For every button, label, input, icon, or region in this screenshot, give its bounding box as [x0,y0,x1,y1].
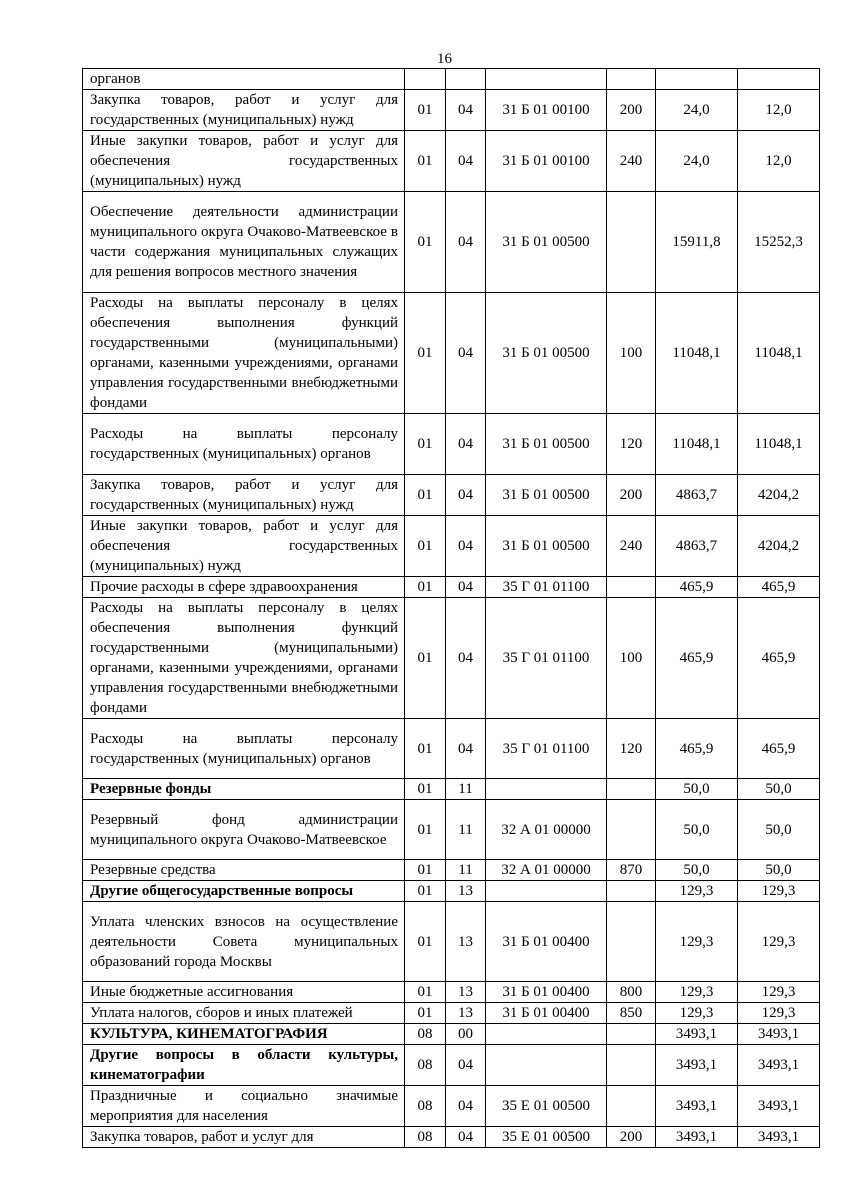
amount-first-cell: 4863,7 [656,516,738,577]
row-name-cell: Праздничные и социально значимые мероприятия для населения [83,1086,405,1127]
expense-type-cell: 200 [607,90,656,131]
amount-second-cell: 15252,3 [738,192,820,293]
table-body [83,69,820,1148]
table-row [83,192,820,293]
target-article-cell [486,1024,607,1045]
target-article-cell: 31 Б 01 00500 [486,414,607,475]
table-row [83,800,820,860]
subsection-code-cell: 04 [446,1086,486,1127]
row-name-cell: Расходы на выплаты персоналу государственных (муниципальных) органов [83,719,405,779]
subsection-code-cell: 11 [446,800,486,860]
amount-second-cell: 50,0 [738,779,820,800]
section-code-cell: 01 [405,982,446,1003]
table-row [83,719,820,779]
table-row [83,1086,820,1127]
expense-type-cell [607,779,656,800]
amount-first-cell: 465,9 [656,719,738,779]
table-row [83,1024,820,1045]
amount-second-cell: 4204,2 [738,475,820,516]
section-code-cell [405,69,446,90]
section-code-cell: 08 [405,1086,446,1127]
target-article-cell: 31 Б 01 00500 [486,293,607,414]
row-name-cell: Иные закупки товаров, работ и услуг для обеспечения государственных (муниципальных) нужд [83,131,405,192]
expense-type-cell: 240 [607,131,656,192]
target-article-cell: 35 Е 01 00500 [486,1086,607,1127]
subsection-code-cell: 13 [446,1003,486,1024]
section-code-cell: 01 [405,860,446,881]
subsection-code-cell: 04 [446,293,486,414]
amount-first-cell: 11048,1 [656,414,738,475]
section-code-cell: 08 [405,1024,446,1045]
section-code-cell: 01 [405,192,446,293]
amount-first-cell: 129,3 [656,881,738,902]
row-name-cell: Прочие расходы в сфере здравоохранения [83,577,405,598]
subsection-code-cell: 13 [446,982,486,1003]
expense-type-cell [607,192,656,293]
table-row [83,475,820,516]
amount-second-cell: 12,0 [738,131,820,192]
table-row [83,598,820,719]
table-row [83,1045,820,1086]
target-article-cell: 31 Б 01 00100 [486,131,607,192]
target-article-cell: 35 Г 01 01100 [486,598,607,719]
amount-second-cell: 465,9 [738,577,820,598]
subsection-code-cell: 11 [446,779,486,800]
section-code-cell: 01 [405,90,446,131]
expense-type-cell [607,1045,656,1086]
table-row [83,860,820,881]
table-row [83,1127,820,1148]
target-article-cell: 31 Б 01 00500 [486,516,607,577]
subsection-code-cell: 04 [446,598,486,719]
row-name-cell: Иные закупки товаров, работ и услуг для обеспечения государственных (муниципальных) нужд [83,516,405,577]
target-article-cell [486,69,607,90]
amount-second-cell: 465,9 [738,719,820,779]
amount-first-cell: 129,3 [656,982,738,1003]
target-article-cell: 31 Б 01 00500 [486,475,607,516]
section-code-cell: 01 [405,779,446,800]
row-name-cell: Обеспечение деятельности администрации муниципального округа Очаково-Матвеевское в части содержания муниципальных служащих для решения вопросов местного значения [83,192,405,293]
budget-table [82,68,820,1148]
section-code-cell: 01 [405,800,446,860]
row-name-cell: Закупка товаров, работ и услуг для [83,1127,405,1148]
section-code-cell: 01 [405,1003,446,1024]
table-row [83,90,820,131]
table-row [83,982,820,1003]
amount-first-cell: 465,9 [656,598,738,719]
amount-second-cell: 12,0 [738,90,820,131]
table-row [83,131,820,192]
amount-first-cell: 129,3 [656,1003,738,1024]
amount-second-cell: 50,0 [738,800,820,860]
row-name-cell: Уплата членских взносов на осуществление деятельности Совета муниципальных образований города Москвы [83,902,405,982]
amount-first-cell: 3493,1 [656,1024,738,1045]
expense-type-cell: 200 [607,475,656,516]
table-row [83,577,820,598]
table-row [83,414,820,475]
subsection-code-cell: 00 [446,1024,486,1045]
target-article-cell: 31 Б 01 00500 [486,192,607,293]
amount-first-cell: 15911,8 [656,192,738,293]
amount-second-cell: 4204,2 [738,516,820,577]
target-article-cell: 35 Г 01 01100 [486,719,607,779]
target-article-cell: 31 Б 01 00100 [486,90,607,131]
amount-first-cell: 50,0 [656,860,738,881]
amount-first-cell [656,69,738,90]
subsection-code-cell: 13 [446,902,486,982]
row-name-cell: Закупка товаров, работ и услуг для государственных (муниципальных) нужд [83,475,405,516]
expense-type-cell [607,1086,656,1127]
table-row [83,779,820,800]
target-article-cell [486,779,607,800]
page-number: 16 [437,51,452,67]
subsection-code-cell: 11 [446,860,486,881]
row-name-cell: КУЛЬТУРА, КИНЕМАТОГРАФИЯ [83,1024,405,1045]
subsection-code-cell: 04 [446,1045,486,1086]
section-code-cell: 01 [405,414,446,475]
amount-first-cell: 3493,1 [656,1127,738,1148]
amount-second-cell: 129,3 [738,1003,820,1024]
section-code-cell: 08 [405,1127,446,1148]
section-code-cell: 01 [405,516,446,577]
amount-second-cell: 3493,1 [738,1086,820,1127]
section-code-cell: 01 [405,577,446,598]
amount-second-cell: 3493,1 [738,1045,820,1086]
amount-first-cell: 50,0 [656,779,738,800]
expense-type-cell [607,902,656,982]
table-row [83,881,820,902]
subsection-code-cell: 04 [446,475,486,516]
expense-type-cell: 120 [607,414,656,475]
target-article-cell: 32 А 01 00000 [486,800,607,860]
row-name-cell: Резервный фонд администрации муниципального округа Очаково-Матвеевское [83,800,405,860]
section-code-cell: 01 [405,293,446,414]
table-row [83,516,820,577]
amount-second-cell: 129,3 [738,982,820,1003]
amount-first-cell: 4863,7 [656,475,738,516]
amount-first-cell: 11048,1 [656,293,738,414]
table-row [83,1003,820,1024]
subsection-code-cell: 13 [446,881,486,902]
target-article-cell: 32 А 01 00000 [486,860,607,881]
section-code-cell: 08 [405,1045,446,1086]
table-row [83,902,820,982]
table-row [83,69,820,90]
target-article-cell: 35 Г 01 01100 [486,577,607,598]
amount-second-cell [738,69,820,90]
expense-type-cell [607,881,656,902]
row-name-cell: Расходы на выплаты персоналу в целях обеспечения выполнения функций государственными (муниципальными) органами, казенными учреждениями, органами управления государственными внебюджетными фондами [83,293,405,414]
amount-first-cell: 24,0 [656,90,738,131]
section-code-cell: 01 [405,598,446,719]
subsection-code-cell: 04 [446,719,486,779]
row-name-cell: Закупка товаров, работ и услуг для государственных (муниципальных) нужд [83,90,405,131]
row-name-cell: Другие общегосударственные вопросы [83,881,405,902]
expense-type-cell: 850 [607,1003,656,1024]
amount-second-cell: 3493,1 [738,1024,820,1045]
row-name-cell: Резервные фонды [83,779,405,800]
subsection-code-cell: 04 [446,1127,486,1148]
section-code-cell: 01 [405,475,446,516]
expense-type-cell: 870 [607,860,656,881]
amount-second-cell: 3493,1 [738,1127,820,1148]
amount-second-cell: 11048,1 [738,414,820,475]
expense-type-cell [607,69,656,90]
expense-type-cell: 200 [607,1127,656,1148]
row-name-cell: Иные бюджетные ассигнования [83,982,405,1003]
amount-first-cell: 50,0 [656,800,738,860]
target-article-cell: 31 Б 01 00400 [486,1003,607,1024]
amount-second-cell: 129,3 [738,881,820,902]
target-article-cell [486,881,607,902]
amount-first-cell: 129,3 [656,902,738,982]
target-article-cell: 31 Б 01 00400 [486,982,607,1003]
row-name-cell: Резервные средства [83,860,405,881]
amount-first-cell: 24,0 [656,131,738,192]
subsection-code-cell: 04 [446,414,486,475]
section-code-cell: 01 [405,719,446,779]
table-row [83,293,820,414]
subsection-code-cell: 04 [446,131,486,192]
subsection-code-cell: 04 [446,192,486,293]
section-code-cell: 01 [405,902,446,982]
amount-second-cell: 50,0 [738,860,820,881]
subsection-code-cell [446,69,486,90]
expense-type-cell: 120 [607,719,656,779]
amount-second-cell: 11048,1 [738,293,820,414]
section-code-cell: 01 [405,881,446,902]
target-article-cell [486,1045,607,1086]
expense-type-cell [607,577,656,598]
expense-type-cell [607,1024,656,1045]
amount-first-cell: 3493,1 [656,1086,738,1127]
subsection-code-cell: 04 [446,577,486,598]
target-article-cell: 31 Б 01 00400 [486,902,607,982]
amount-first-cell: 465,9 [656,577,738,598]
subsection-code-cell: 04 [446,90,486,131]
row-name-cell: Уплата налогов, сборов и иных платежей [83,1003,405,1024]
row-name-cell: Расходы на выплаты персоналу государственных (муниципальных) органов [83,414,405,475]
expense-type-cell: 240 [607,516,656,577]
row-name-cell: Другие вопросы в области культуры, кинематографии [83,1045,405,1086]
row-name-cell: Расходы на выплаты персоналу в целях обеспечения выполнения функций государственными (муниципальными) органами, казенными учреждениями, органами управления государственными внебюджетными фондами [83,598,405,719]
expense-type-cell: 100 [607,293,656,414]
target-article-cell: 35 Е 01 00500 [486,1127,607,1148]
expense-type-cell [607,800,656,860]
amount-first-cell: 3493,1 [656,1045,738,1086]
expense-type-cell: 800 [607,982,656,1003]
subsection-code-cell: 04 [446,516,486,577]
amount-second-cell: 129,3 [738,902,820,982]
expense-type-cell: 100 [607,598,656,719]
amount-second-cell: 465,9 [738,598,820,719]
row-name-cell: органов [83,69,405,90]
section-code-cell: 01 [405,131,446,192]
